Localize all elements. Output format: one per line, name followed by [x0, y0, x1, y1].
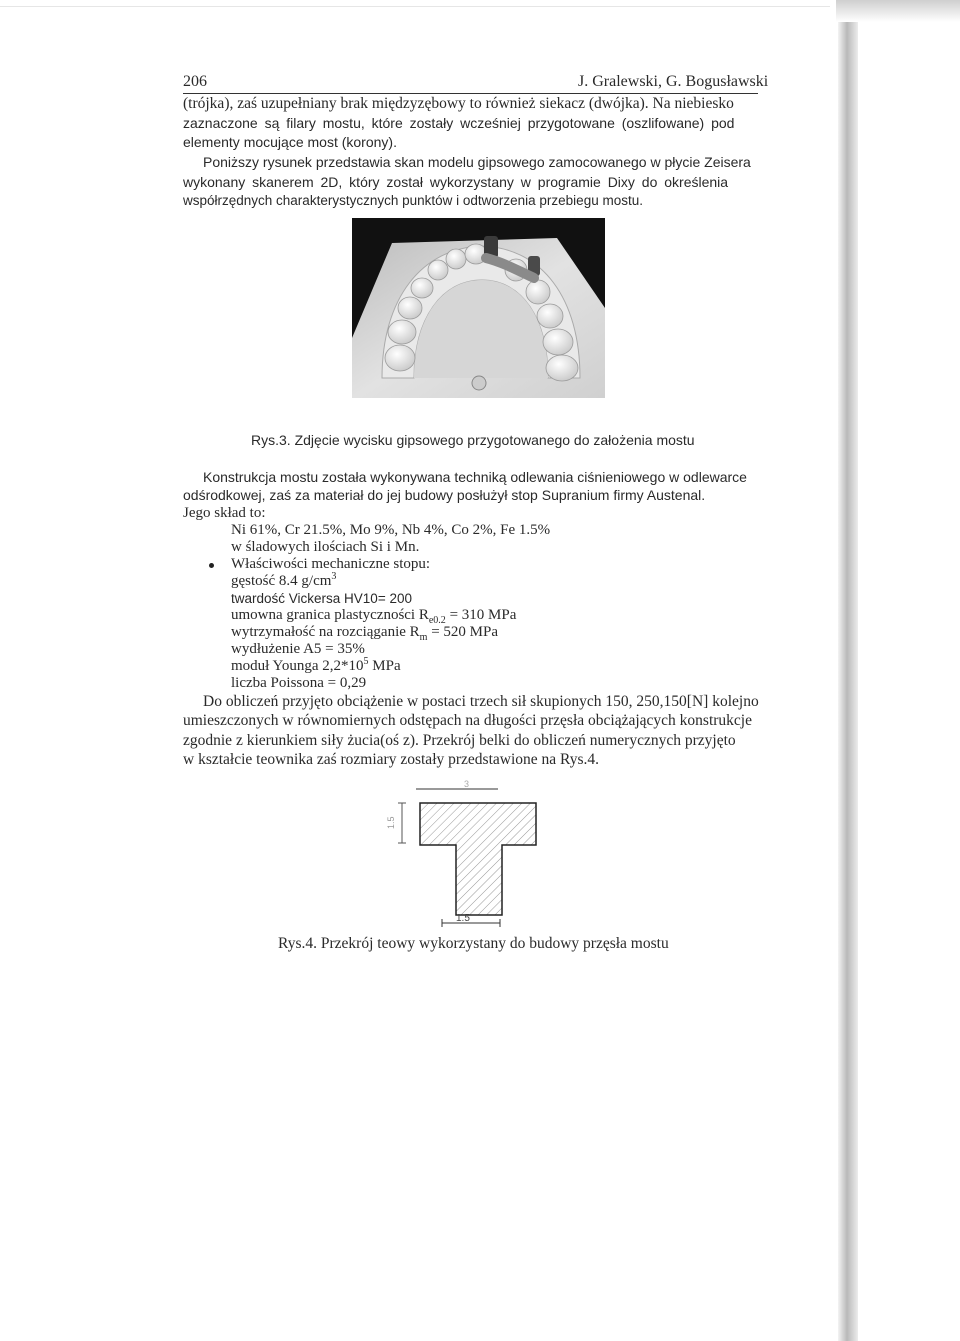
scan-top-line	[0, 6, 830, 7]
tensile-text: wytrzymałość na rozciąganie R	[231, 624, 420, 640]
dim-label-top: 3	[464, 779, 470, 789]
para3-line-3: Jego skład to:	[183, 505, 266, 521]
dental-model-illustration	[352, 218, 605, 398]
para3-line-1: Konstrukcja mostu została wykonywana techniką odlewania ciśnieniowego w odlewarce	[203, 469, 747, 485]
para4-line-3: zgodnie z kierunkiem siły żucia(oś z). Przekrój belki do obliczeń numerycznych przyjęto	[183, 732, 736, 749]
tensile-value: = 520 MPa	[427, 624, 498, 640]
t-section-drawing	[380, 775, 560, 935]
property-yield	[231, 607, 516, 624]
para2-line-2: wykonany skanerem 2D, który został wykorzystany w programie Dixy do określenia	[183, 174, 729, 190]
figure4-caption: Rys.4. Przekrój teowy wykorzystany do budowy przęsła mostu	[278, 935, 669, 952]
yield-value: = 310 MPa	[445, 607, 517, 623]
dim-label-bottom: 1.5	[456, 913, 470, 924]
density-text: gęstość 8.4 g/cm	[231, 573, 332, 589]
density-sup: 3	[331, 571, 337, 582]
properties-heading: Właściwości mechaniczne stopu:	[231, 556, 431, 572]
dental-model-photo	[352, 218, 605, 398]
scan-edge-shadow	[838, 0, 858, 1341]
young-sup: 5	[363, 656, 369, 667]
para3-line-2: odśrodkowej, zaś za materiał do jej budowy posłużył stop Supranium firmy Austenal.	[183, 487, 706, 503]
t-section-shape	[420, 803, 536, 915]
scan-edge-shadow-top	[836, 0, 960, 22]
page-number: 206	[183, 73, 207, 90]
composition: Ni 61%, Cr 21.5%, Mo 9%, Nb 4%, Co 2%, Fe 1.5%	[231, 522, 551, 538]
property-density	[231, 573, 336, 590]
property-tensile	[231, 624, 498, 641]
young-text: moduł Younga 2,2*10	[231, 658, 364, 674]
tensile-sub: m	[419, 632, 428, 643]
properties-bullet	[209, 563, 214, 568]
young-unit: MPa	[368, 658, 401, 674]
property-elongation: wydłużenie A5 = 35%	[231, 641, 365, 657]
figure3-caption: Rys.3. Zdjęcie wycisku gipsowego przygotowanego do założenia mostu	[251, 432, 695, 448]
para2-line-1: Poniższy rysunek przedstawia skan modelu gipsowego zamocowanego w płycie Zeisera	[203, 154, 751, 170]
intro-line-2: zaznaczone są filary mostu, które zostały wcześniej przygotowane (oszlifowane) pod	[183, 115, 735, 131]
trace-elements: w śladowych ilościach Si i Mn.	[231, 539, 420, 555]
intro-line-3: elementy mocujące most (korony).	[183, 134, 397, 150]
property-hardness: twardość Vickersa HV10= 200	[231, 591, 412, 606]
yield-sub: e0.2	[428, 615, 446, 626]
dim-label-side: 1.5	[386, 816, 396, 829]
para2-line-3: współrzędnych charakterystycznych punktów i odtworzenia przebiegu mostu.	[183, 193, 643, 208]
yield-text: umowna granica plastyczności R	[231, 607, 429, 623]
para4-line-2: umieszczonych w równomiernych odstępach na długości przęsła obciążających konstrukcje	[183, 712, 752, 729]
authors: J. Gralewski, G. Bogusławski	[578, 73, 769, 90]
header-rule	[183, 93, 758, 94]
para4-line-4: w kształcie teownika zaś rozmiary zostały przedstawione na Rys.4.	[183, 751, 600, 768]
property-poisson: liczba Poissona = 0,29	[231, 675, 367, 691]
para4-line-1: Do obliczeń przyjęto obciążenie w postaci trzech sił skupionych 150, 250,150[N] kolejno	[203, 693, 759, 710]
property-young	[231, 658, 401, 675]
intro-line-1: (trójka), zaś uzupełniany brak międzyzębowy to również siekacz (dwójka). Na niebiesko	[183, 95, 734, 112]
